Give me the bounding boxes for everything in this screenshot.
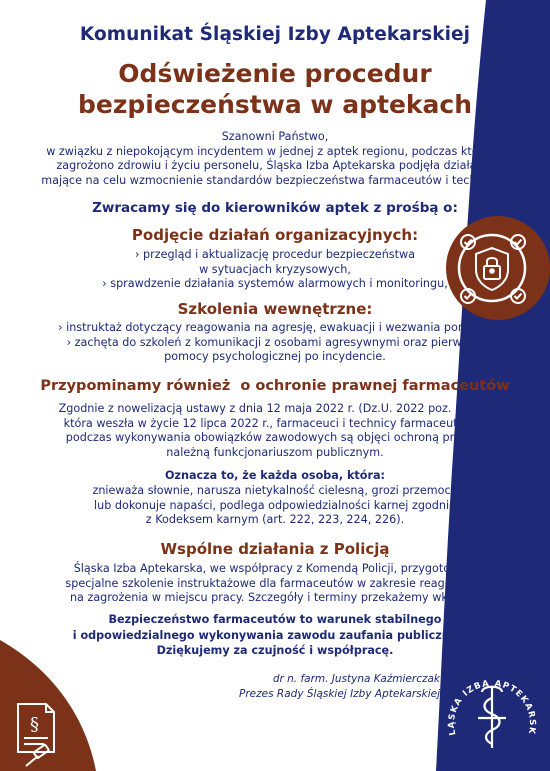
means-title: Oznacza to, że każda osoba, która: [165,469,385,482]
organization-title: Komunikat Śląskiej Izby Aptekarskiej [79,24,471,45]
means-text: znieważa słownie, narusza nietykalność cielesną, grozi przemocą lub dokonuje napaści, podlega odpowiedzialności karnej zgodnie z Kodeksem karnym (art. 222, 223, 224, 226). [92,484,458,526]
section-training-list: › instruktaż dotyczący reagowania na agresję, ewakuacji i wezwania pomocy, › zachęta do szkoleń z komunikacji z osobami agresywnymi oraz pierwszej pomocy psychologicznej po incydencie. [58,321,492,363]
section-training-title: Szkolenia wewnętrzne: [177,300,373,318]
svg-text:§: § [30,714,39,735]
signature: dr n. farm. Justyna Kaźmierczak Prezes Rady Śląskiej Izby Aptekarskiej [239,673,440,700]
main-title: Odświeżenie procedur bezpieczeństwa w aptekach [77,59,473,119]
intro-paragraph: Szanowni Państwo, w związku z niepokojącym incydentem w jednej z aptek regionu, podczas którego zagrożono zdrowiu i życiu personelu, Śląska Izba Aptekarska podjęła działania mające na celu wzmocnienie standardów bezpieczeństwa farmaceutów i techników [41,130,509,187]
section-organizational-title: Podjęcie działań organizacyjnych: [131,226,419,244]
section-police-title: Wspólne działania z Policją [160,540,390,558]
svg-text:ŚLĄSKA IZBA APTEKARSKA: LĄSKA IZBA APTEKARSK [446,678,538,737]
section-police-text: Śląska Izba Aptekarska, we współpracy z Komendą Policji, przygotowuje specjalne szkolenie instruktażowe dla farmaceutów w zakresie reagowania na zagrożenia w miejscu pracy. Szczegóły i terminy przekażemy wkrótce. [65,562,485,604]
section-organizational-list: › przegląd i aktualizację procedur bezpieczeństwa w sytuacjach kryzysowych, › sprawdzenie działania systemów alarmowych i monitoringu, [102,248,448,290]
section-legal-text: Zgodnie z nowelizacją ustawy z dnia 12 maja 2022 r. (Dz.U. 2022 poz. 1344), która weszła w życie 12 lipca 2022 r., farmaceuci i technicy farmaceutyczni podczas wykonywania obowiązków zawodowych są objęci ochroną prawną należną funkcjonariuszom publicznym. [58,402,492,459]
closing-statement: Bezpieczeństwo farmaceutów to warunek stabilnego i odpowiedzialnego wykonywania zawodu zaufania publicznego. Dziękujemy za czujność i współpracę. [72,613,478,657]
section-legal-title: Przypominamy również o ochronie prawnej farmaceutów [40,378,510,394]
appeal-heading: Zwracamy się do kierowników aptek z prośbą o: [92,200,458,216]
